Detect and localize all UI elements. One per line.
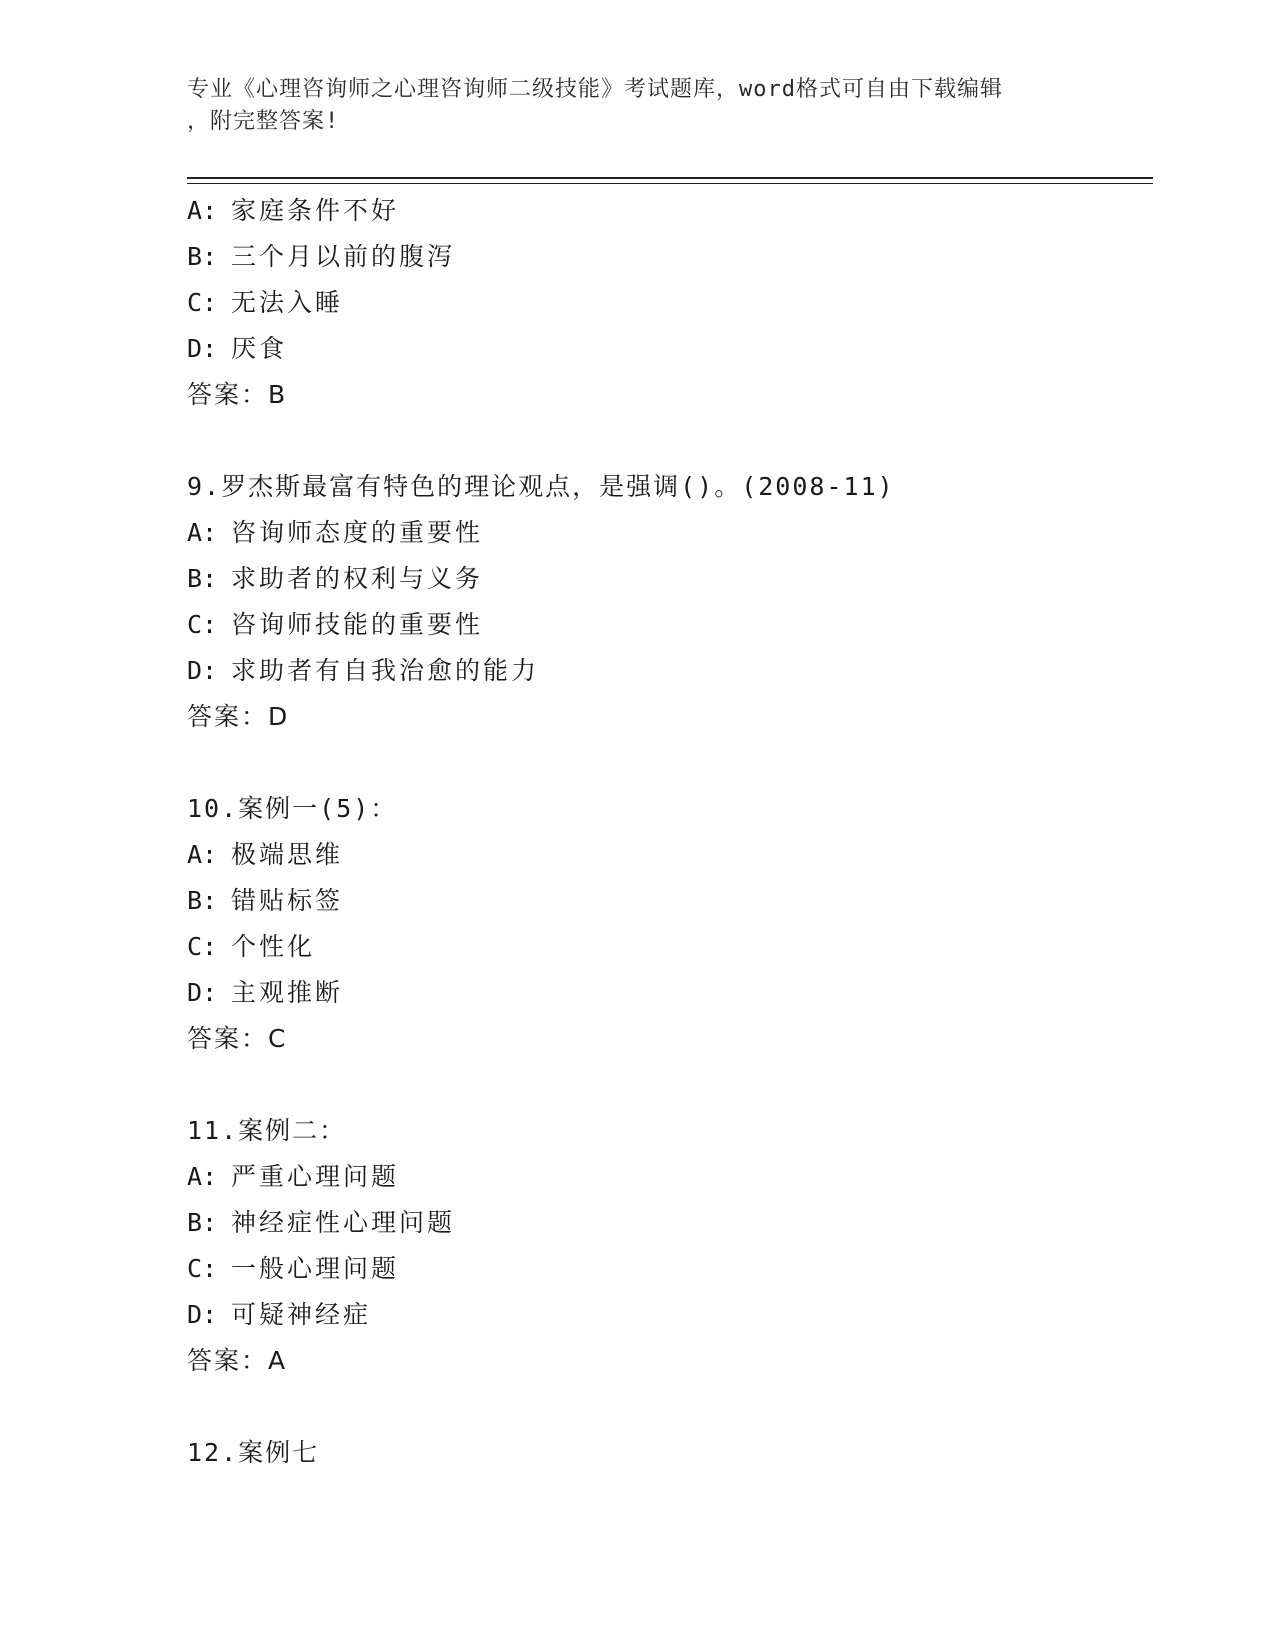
spacer — [187, 418, 1147, 464]
option-key: D: — [187, 656, 218, 685]
option-b — [187, 878, 1147, 924]
question-title: 11.案例二： — [187, 1116, 347, 1145]
option-text: 三个月以前的腹泻 — [231, 242, 456, 271]
option-a — [187, 832, 1147, 878]
header-line-2: ，附完整答案! — [187, 109, 340, 134]
option-key: C: — [187, 610, 218, 639]
option-key: B: — [187, 1208, 218, 1237]
option-key: A: — [187, 518, 218, 547]
answer-line: 答案：A — [187, 1346, 288, 1375]
option-text: 厌食 — [231, 334, 288, 363]
option-text: 无法入睡 — [231, 288, 344, 317]
option-a — [187, 188, 1147, 234]
document-header — [187, 74, 1087, 138]
option-text: 家庭条件不好 — [231, 196, 400, 225]
option-key: A: — [187, 1162, 218, 1191]
option-key: C: — [187, 1254, 218, 1283]
question-block — [187, 188, 1147, 418]
option-text: 求助者的权利与义务 — [231, 564, 484, 593]
spacer — [187, 1384, 1147, 1430]
option-text: 主观推断 — [231, 978, 344, 1007]
option-text: 可疑神经症 — [231, 1300, 372, 1329]
spacer — [187, 740, 1147, 786]
question-title: 9.罗杰斯最富有特色的理论观点，是强调()。(2008-11) — [187, 472, 895, 501]
option-key: B: — [187, 886, 218, 915]
option-b — [187, 234, 1147, 280]
option-b — [187, 556, 1147, 602]
option-a — [187, 1154, 1147, 1200]
option-text: 一般心理问题 — [231, 1254, 400, 1283]
option-d — [187, 648, 1147, 694]
option-key: A: — [187, 196, 218, 225]
option-text: 咨询师技能的重要性 — [231, 610, 484, 639]
option-key: A: — [187, 840, 218, 869]
option-key: D: — [187, 1300, 218, 1329]
option-text: 严重心理问题 — [231, 1162, 400, 1191]
option-d — [187, 970, 1147, 1016]
option-c — [187, 280, 1147, 326]
option-d — [187, 1292, 1147, 1338]
option-key: C: — [187, 932, 218, 961]
option-text: 神经症性心理问题 — [231, 1208, 456, 1237]
question-title: 10.案例一(5)： — [187, 794, 398, 823]
option-c — [187, 924, 1147, 970]
header-rule-thin — [187, 183, 1153, 184]
option-text: 错贴标签 — [231, 886, 344, 915]
question-title: 12.案例七 — [187, 1438, 320, 1467]
option-key: B: — [187, 564, 218, 593]
option-a — [187, 510, 1147, 556]
header-rule-thick — [187, 177, 1153, 179]
option-b — [187, 1200, 1147, 1246]
question-block — [187, 1108, 1147, 1384]
option-text: 个性化 — [231, 932, 316, 961]
option-text: 求助者有自我治愈的能力 — [231, 656, 540, 685]
option-d — [187, 326, 1147, 372]
question-block — [187, 464, 1147, 740]
option-key: D: — [187, 978, 218, 1007]
spacer — [187, 1062, 1147, 1108]
header-line-1: 专业《心理咨询师之心理咨询师二级技能》考试题库，word格式可自由下载编辑 — [187, 77, 1003, 102]
answer-line: 答案：B — [187, 380, 288, 409]
question-block — [187, 1430, 1147, 1476]
question-list — [187, 188, 1147, 1476]
option-c — [187, 602, 1147, 648]
answer-line: 答案：C — [187, 1024, 288, 1053]
option-key: C: — [187, 288, 218, 317]
option-text: 极端思维 — [231, 840, 344, 869]
option-key: D: — [187, 334, 218, 363]
question-block — [187, 786, 1147, 1062]
option-text: 咨询师态度的重要性 — [231, 518, 484, 547]
option-key: B: — [187, 242, 218, 271]
answer-line: 答案：D — [187, 702, 290, 731]
option-c — [187, 1246, 1147, 1292]
